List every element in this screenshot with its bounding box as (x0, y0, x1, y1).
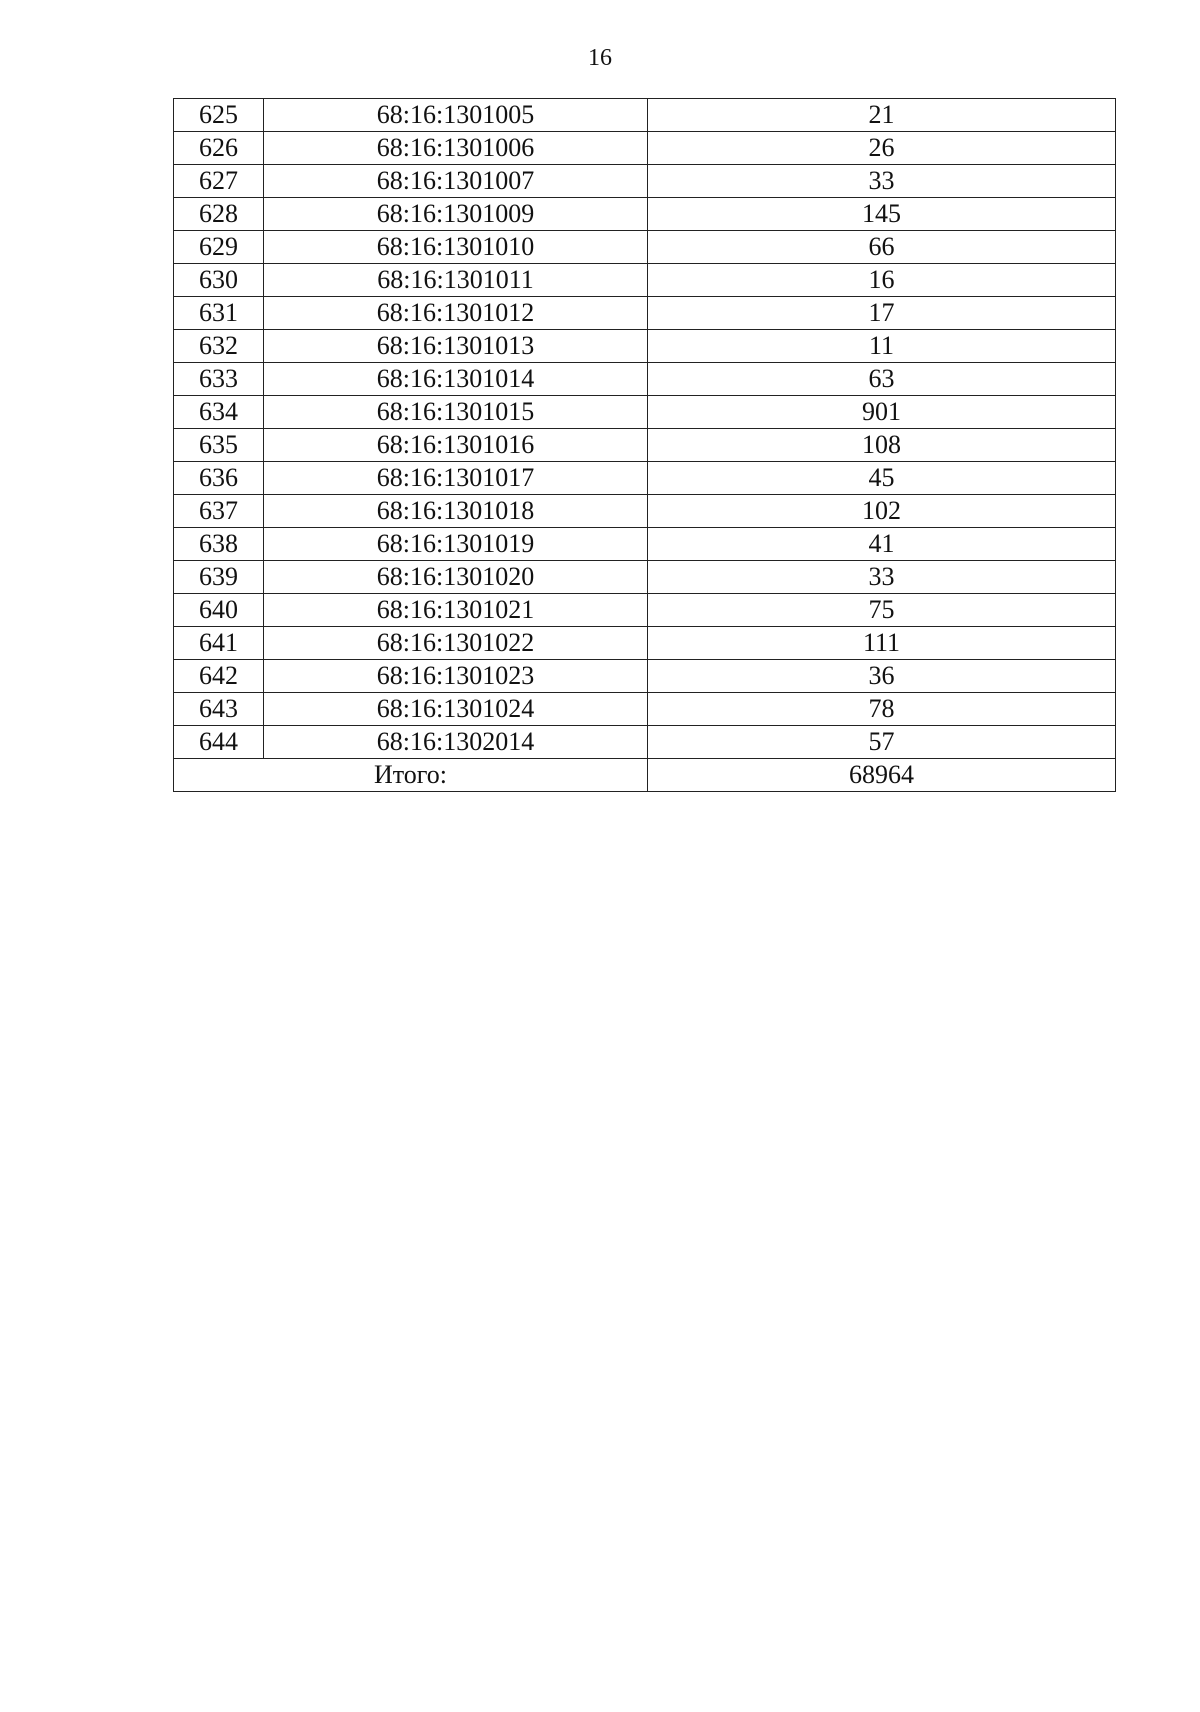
value-cell: 63 (648, 363, 1116, 396)
table-row (174, 627, 1116, 660)
cadastral-code-cell: 68:16:1301013 (264, 330, 648, 363)
value-cell: 102 (648, 495, 1116, 528)
cadastral-code-cell: 68:16:1301009 (264, 198, 648, 231)
value-cell: 145 (648, 198, 1116, 231)
table-row (174, 330, 1116, 363)
cadastral-code-cell: 68:16:1301005 (264, 99, 648, 132)
table-body (174, 99, 1116, 759)
value-cell: 111 (648, 627, 1116, 660)
value-cell: 57 (648, 726, 1116, 759)
value-cell: 78 (648, 693, 1116, 726)
cadastral-code-cell: 68:16:1301018 (264, 495, 648, 528)
table-row (174, 528, 1116, 561)
cadastral-code-cell: 68:16:1301011 (264, 264, 648, 297)
row-number-cell: 637 (174, 495, 264, 528)
cadastral-code-cell: 68:16:1301010 (264, 231, 648, 264)
table-row (174, 429, 1116, 462)
row-number-cell: 625 (174, 99, 264, 132)
table-row (174, 693, 1116, 726)
table-row (174, 462, 1116, 495)
value-cell: 16 (648, 264, 1116, 297)
row-number-cell: 638 (174, 528, 264, 561)
cadastral-code-cell: 68:16:1301022 (264, 627, 648, 660)
value-cell: 26 (648, 132, 1116, 165)
row-number-cell: 630 (174, 264, 264, 297)
row-number-cell: 627 (174, 165, 264, 198)
cadastral-code-cell: 68:16:1301024 (264, 693, 648, 726)
table-row (174, 99, 1116, 132)
table-row (174, 594, 1116, 627)
value-cell: 17 (648, 297, 1116, 330)
row-number-cell: 635 (174, 429, 264, 462)
value-cell: 108 (648, 429, 1116, 462)
row-number-cell: 633 (174, 363, 264, 396)
value-cell: 21 (648, 99, 1116, 132)
value-cell: 41 (648, 528, 1116, 561)
cadastral-code-cell: 68:16:1301021 (264, 594, 648, 627)
cadastral-code-cell: 68:16:1301016 (264, 429, 648, 462)
cadastral-code-cell: 68:16:1301012 (264, 297, 648, 330)
table-row (174, 165, 1116, 198)
row-number-cell: 641 (174, 627, 264, 660)
value-cell: 66 (648, 231, 1116, 264)
table-row (174, 297, 1116, 330)
cadastral-code-cell: 68:16:1301007 (264, 165, 648, 198)
table-row (174, 132, 1116, 165)
table-row (174, 231, 1116, 264)
table-row (174, 396, 1116, 429)
row-number-cell: 631 (174, 297, 264, 330)
value-cell: 11 (648, 330, 1116, 363)
cadastral-code-cell: 68:16:1301015 (264, 396, 648, 429)
value-cell: 33 (648, 561, 1116, 594)
cadastral-code-cell: 68:16:1301019 (264, 528, 648, 561)
page-number: 16 (588, 45, 612, 71)
cadastral-code-cell: 68:16:1301014 (264, 363, 648, 396)
table-row (174, 264, 1116, 297)
table-row (174, 726, 1116, 759)
row-number-cell: 626 (174, 132, 264, 165)
value-cell: 45 (648, 462, 1116, 495)
table-row (174, 198, 1116, 231)
data-table (173, 98, 1116, 792)
value-cell: 901 (648, 396, 1116, 429)
value-cell: 36 (648, 660, 1116, 693)
row-number-cell: 640 (174, 594, 264, 627)
cadastral-code-cell: 68:16:1302014 (264, 726, 648, 759)
table-row (174, 561, 1116, 594)
row-number-cell: 636 (174, 462, 264, 495)
row-number-cell: 634 (174, 396, 264, 429)
total-label: Итого: (174, 759, 648, 792)
value-cell: 33 (648, 165, 1116, 198)
row-number-cell: 628 (174, 198, 264, 231)
cadastral-code-cell: 68:16:1301006 (264, 132, 648, 165)
row-number-cell: 629 (174, 231, 264, 264)
cadastral-code-cell: 68:16:1301020 (264, 561, 648, 594)
value-cell: 75 (648, 594, 1116, 627)
table-row (174, 495, 1116, 528)
row-number-cell: 632 (174, 330, 264, 363)
total-row (174, 759, 1116, 792)
row-number-cell: 639 (174, 561, 264, 594)
cadastral-code-cell: 68:16:1301023 (264, 660, 648, 693)
table-row (174, 363, 1116, 396)
row-number-cell: 643 (174, 693, 264, 726)
total-value: 68964 (648, 759, 1116, 792)
row-number-cell: 642 (174, 660, 264, 693)
cadastral-code-cell: 68:16:1301017 (264, 462, 648, 495)
table-row (174, 660, 1116, 693)
row-number-cell: 644 (174, 726, 264, 759)
